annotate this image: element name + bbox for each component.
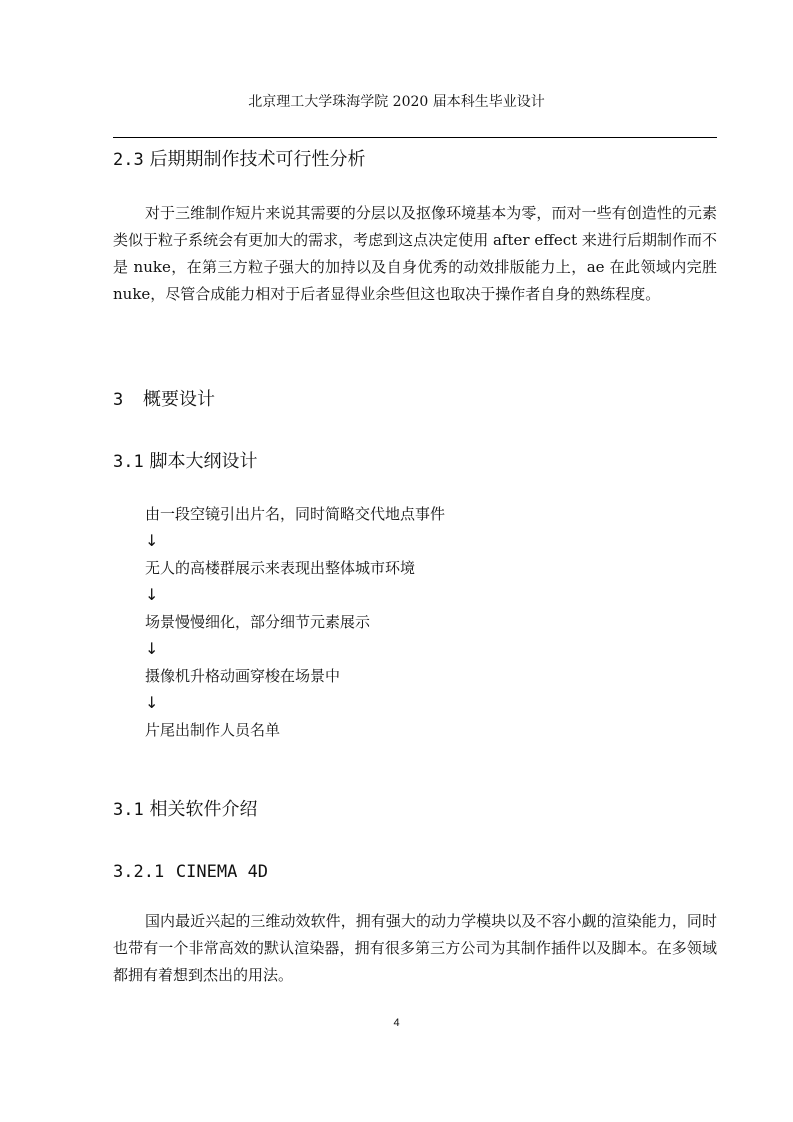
down-arrow-icon: ↓ — [145, 693, 159, 712]
page-number: 4 — [393, 1017, 400, 1029]
chapter-heading-3 — [113, 388, 215, 412]
section-number: 2.3 — [113, 150, 144, 170]
outline-step: 摄像机升格动画穿梭在场景中 — [145, 667, 341, 685]
section-number: 3.1 — [113, 800, 144, 820]
subsection-number: 3.2.1 — [113, 862, 165, 882]
section-title: 脚本大纲设计 — [149, 451, 258, 472]
section-title: 后期期制作技术可行性分析 — [149, 149, 366, 170]
down-arrow-icon: ↓ — [145, 639, 159, 658]
chapter-number: 3 — [113, 390, 124, 410]
header-rule — [113, 137, 717, 138]
section-heading-2-3 — [113, 148, 365, 172]
subsection-heading-3-2-1 — [113, 860, 268, 884]
outline-step: 片尾出制作人员名单 — [145, 721, 281, 739]
chapter-title: 概要设计 — [142, 389, 215, 410]
outline-step: 由一段空镜引出片名，同时简略交代地点事件 — [145, 505, 446, 523]
subsection-title: CINEMA 4D — [175, 862, 269, 882]
section-title: 相关软件介绍 — [149, 799, 258, 820]
down-arrow-icon: ↓ — [145, 531, 159, 550]
section-heading-3-1-software — [113, 798, 257, 822]
paragraph-2-3: 对于三维制作短片来说其需要的分层以及抠像环境基本为零，而对一些有创造性的元素类似于粒子系统会有更加大的需求，考虑到这点决定使用 after effect 来进行后期制作而不是 nuke，在第三方粒子强大的加持以及自身优秀的动效排版能力上，ae 在此领域内完胜 nuke，尽管合成能力相对于后者显得业余些但这也取决于操作者自身的熟练程度。 — [113, 204, 717, 303]
section-number: 3.1 — [113, 452, 144, 472]
down-arrow-icon: ↓ — [145, 585, 159, 604]
section-heading-3-1-outline — [113, 450, 257, 474]
paragraph-3-2-1: 国内最近兴起的三维动效软件，拥有强大的动力学模块以及不容小觑的渲染能力，同时也带有一个非常高效的默认渲染器，拥有很多第三方公司为其制作插件以及脚本。在多领域都拥有着想到杰出的用法。 — [113, 912, 717, 984]
outline-step: 无人的高楼群展示来表现出整体城市环境 — [145, 559, 416, 577]
outline-step: 场景慢慢细化，部分细节元素展示 — [145, 613, 371, 631]
page-header: 北京理工大学珠海学院 2020 届本科生毕业设计 — [248, 94, 545, 110]
